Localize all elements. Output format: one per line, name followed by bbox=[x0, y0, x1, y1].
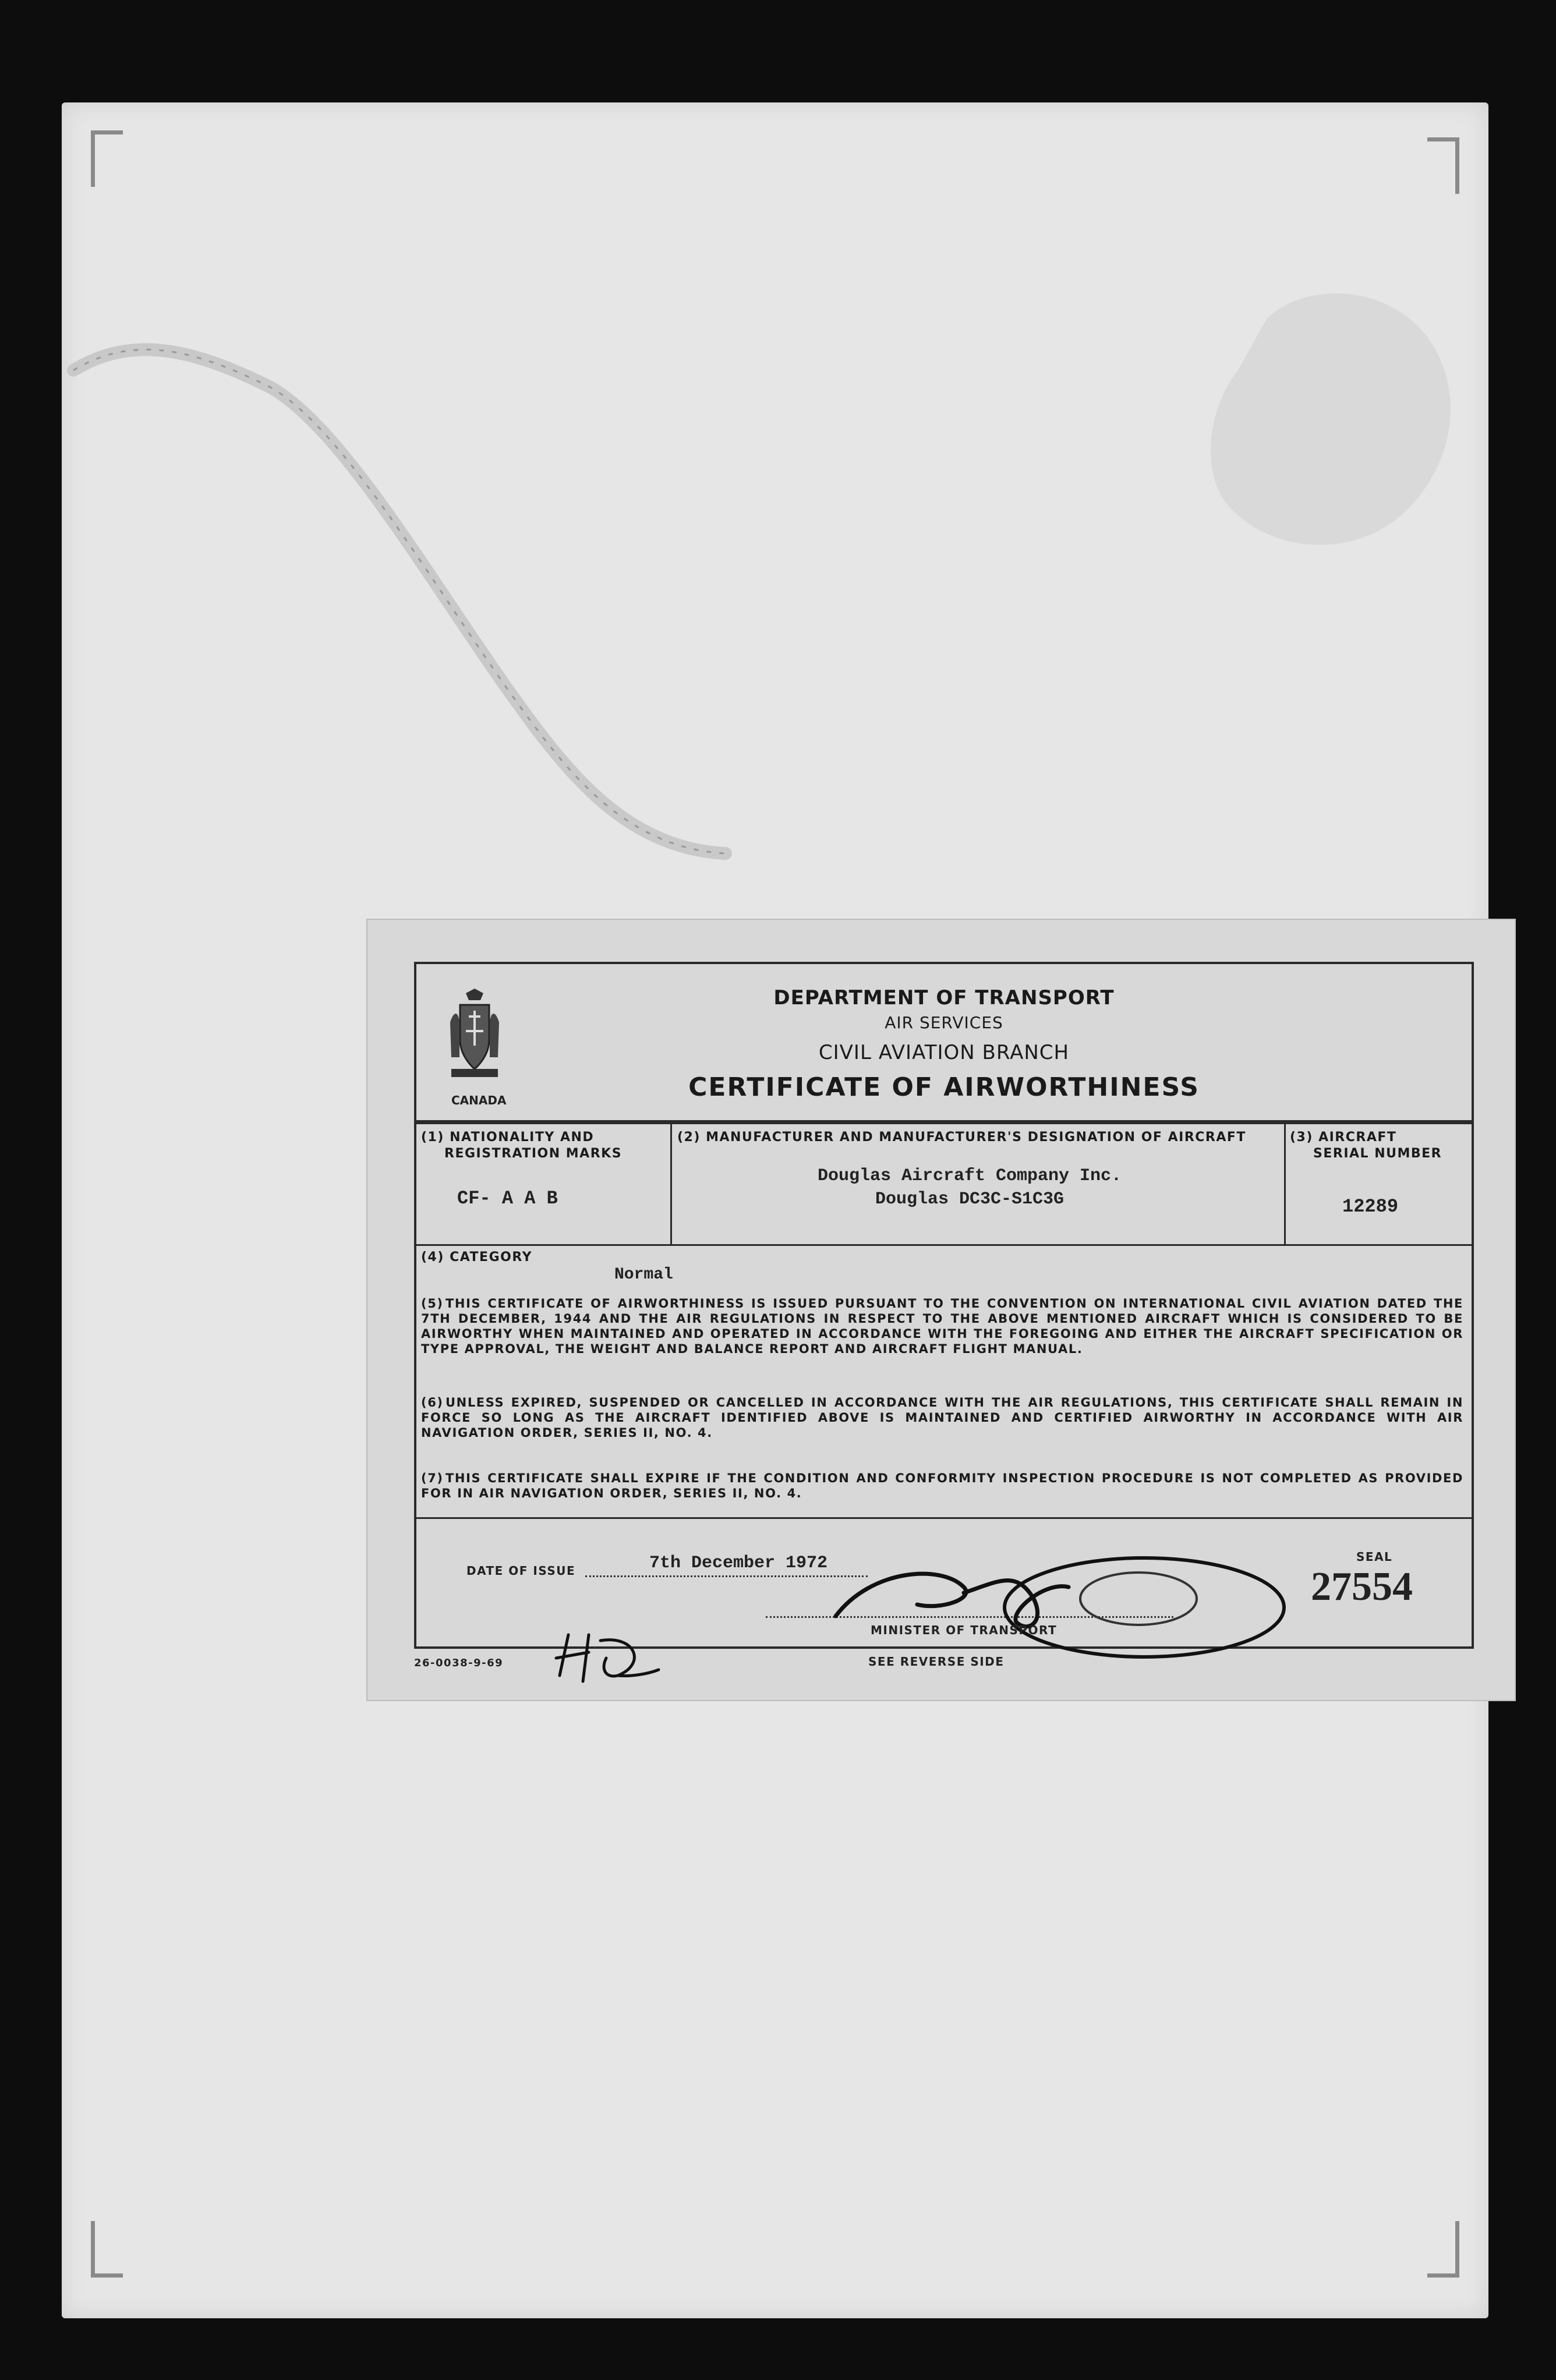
serial-number-value: 12289 bbox=[1342, 1196, 1399, 1217]
column-divider-2 bbox=[1284, 1124, 1286, 1244]
seal-label: SEAL bbox=[1356, 1550, 1393, 1564]
minister-signature bbox=[824, 1546, 1325, 1663]
crest-label: CANADA bbox=[451, 1093, 507, 1107]
stain-mark bbox=[62, 324, 761, 906]
department-heading: DEPARTMENT OF TRANSPORT bbox=[773, 986, 1115, 1010]
field3-label: (3) AIRCRAFT SERIAL NUMBER bbox=[1290, 1130, 1442, 1161]
field4-label: (4) CATEGORY bbox=[421, 1250, 533, 1265]
crop-mark-bottom-left bbox=[91, 2221, 123, 2278]
minister-label: MINISTER OF TRANSPORT bbox=[871, 1623, 1058, 1637]
paragraph-5: (5) THIS CERTIFICATE OF AIRWORTHINESS IS ISSUED PURSUANT TO THE CONVENTION ON INTERNATIONAL CIVIL AVIATION DATED THE 7TH DECEMBER, 1944 AND THE AIR REGULATIONS IN RESPECT TO THE ABOVE MENTIONED AIRCRAFT WHICH IS CONSIDERED TO BE AIRWORTHY WHEN MAINTAINED AND OPERATED IN ACCORDANCE WITH THE FOREGOING AND EITHER THE AIRCRAFT SPECIFICATION OR TYPE APPROVAL, THE WEIGHT AND BALANCE REPORT AND AIRCRAFT FLIGHT MANUAL. bbox=[421, 1297, 1463, 1356]
column-divider-1 bbox=[670, 1124, 672, 1244]
paragraph-7: (7) THIS CERTIFICATE SHALL EXPIRE IF THE CONDITION AND CONFORMITY INSPECTION PROCEDURE IS NOT COMPLETED AS PROVIDED FOR IN AIR NAVIGATION ORDER, SERIES II, NO. 4. bbox=[421, 1471, 1463, 1500]
service-heading: AIR SERVICES bbox=[885, 1013, 1003, 1032]
manufacturer-value: Douglas Aircraft Company Inc. Douglas DC3C-S1C3G bbox=[817, 1166, 1122, 1209]
certificate-card bbox=[367, 920, 1515, 1700]
document-page bbox=[62, 102, 1488, 2318]
date-of-issue-value: 7th December 1972 bbox=[649, 1553, 828, 1573]
seal-number: 27554 bbox=[1311, 1564, 1413, 1609]
certificate-frame bbox=[414, 962, 1474, 1649]
branch-heading: CIVIL AVIATION BRANCH bbox=[818, 1041, 1070, 1064]
date-of-issue-label: DATE OF ISSUE bbox=[466, 1564, 576, 1578]
category-value: Normal bbox=[614, 1266, 673, 1284]
row-divider-1 bbox=[416, 1244, 1472, 1246]
crop-mark-bottom-right bbox=[1427, 2221, 1459, 2278]
crop-mark-top-left bbox=[91, 130, 123, 187]
certificate-title: CERTIFICATE OF AIRWORTHINESS bbox=[688, 1072, 1200, 1102]
water-stain bbox=[1186, 254, 1488, 580]
row-divider-2 bbox=[416, 1517, 1472, 1519]
handwritten-initials bbox=[548, 1623, 664, 1687]
paragraph-6: (6) UNLESS EXPIRED, SUSPENDED OR CANCELLED IN ACCORDANCE WITH THE AIR REGULATIONS, THIS CERTIFICATE SHALL REMAIN IN FORCE SO LONG AS THE AIRCRAFT IDENTIFIED ABOVE IS MAINTAINED AND CERTIFIED AIRWORTHY IN ACCORDANCE WITH AIR NAVIGATION ORDER, SERIES II, NO. 4. bbox=[421, 1396, 1463, 1440]
form-number: 26-0038-9-69 bbox=[414, 1657, 504, 1669]
field1-label: (1) NATIONALITY AND REGISTRATION MARKS bbox=[421, 1130, 623, 1161]
field2-label: (2) MANUFACTURER AND MANUFACTURER'S DESIGNATION OF AIRCRAFT bbox=[677, 1130, 1246, 1145]
header-divider bbox=[416, 1120, 1472, 1124]
crop-mark-top-right bbox=[1427, 137, 1459, 194]
reverse-side-note: SEE REVERSE SIDE bbox=[868, 1655, 1005, 1669]
registration-marks-value: CF- A A B bbox=[457, 1188, 558, 1209]
